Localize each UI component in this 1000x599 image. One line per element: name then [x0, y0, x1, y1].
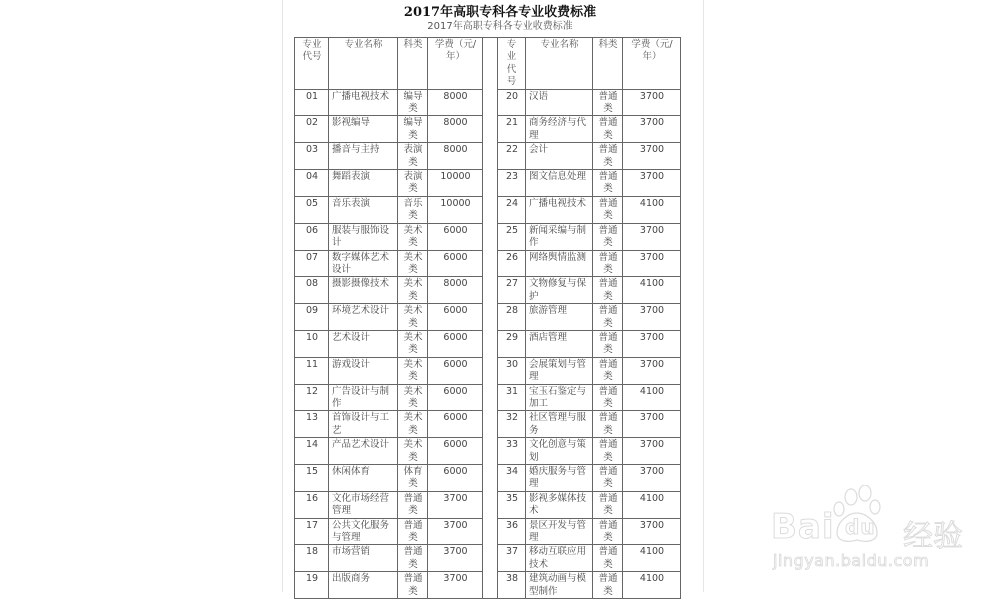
table-row — [295, 116, 681, 143]
spacer-cell — [483, 545, 498, 572]
major-category: 普通类 — [398, 491, 428, 518]
major-category: 普通类 — [593, 411, 623, 438]
spacer-cell — [483, 196, 498, 223]
major-name: 环境艺术设计 — [329, 304, 398, 331]
tuition-fee: 6000 — [428, 411, 483, 438]
major-name: 影视编导 — [329, 116, 398, 143]
tuition-fee: 3700 — [623, 438, 681, 465]
spacer-cell — [483, 411, 498, 438]
major-category: 普通类 — [593, 277, 623, 304]
major-category: 普通类 — [593, 116, 623, 143]
spacer-cell — [483, 384, 498, 411]
major-category: 普通类 — [593, 304, 623, 331]
major-code: 03 — [295, 143, 329, 170]
major-name: 休闲体育 — [329, 465, 398, 492]
table-row — [295, 330, 681, 357]
tuition-fee: 6000 — [428, 438, 483, 465]
table-row — [295, 250, 681, 277]
major-code: 14 — [295, 438, 329, 465]
major-code: 37 — [498, 545, 526, 572]
tuition-fee: 3700 — [428, 545, 483, 572]
watermark-url: jingyan.baidu.com — [773, 551, 930, 570]
major-category: 美术类 — [398, 384, 428, 411]
spacer-cell — [483, 250, 498, 277]
spacer-cell — [483, 116, 498, 143]
tuition-fee: 4100 — [623, 277, 681, 304]
major-category: 普通类 — [593, 491, 623, 518]
tuition-fee: 10000 — [428, 170, 483, 197]
major-code: 27 — [498, 277, 526, 304]
header-category-right: 科类 — [593, 38, 623, 90]
major-category: 普通类 — [398, 545, 428, 572]
major-code: 31 — [498, 384, 526, 411]
major-code: 10 — [295, 330, 329, 357]
major-name: 公共文化服务与管理 — [329, 518, 398, 545]
major-category: 美术类 — [398, 330, 428, 357]
tuition-fee: 3700 — [623, 304, 681, 331]
major-category: 美术类 — [398, 411, 428, 438]
major-code: 12 — [295, 384, 329, 411]
fee-table — [294, 37, 681, 599]
tuition-fee: 6000 — [428, 384, 483, 411]
table-row — [295, 170, 681, 197]
major-category: 体育类 — [398, 465, 428, 492]
table-row — [295, 304, 681, 331]
major-name: 出版商务 — [329, 572, 398, 599]
major-code: 29 — [498, 330, 526, 357]
tuition-fee: 4100 — [623, 384, 681, 411]
spacer-cell — [483, 304, 498, 331]
header-fee-right: 学费（元/年） — [623, 38, 681, 90]
table-row — [295, 384, 681, 411]
tuition-fee: 8000 — [428, 116, 483, 143]
tuition-fee: 4100 — [623, 545, 681, 572]
major-code: 04 — [295, 170, 329, 197]
tuition-fee: 3700 — [623, 465, 681, 492]
table-row — [295, 518, 681, 545]
table-row — [295, 143, 681, 170]
major-category: 普通类 — [593, 330, 623, 357]
major-code: 30 — [498, 357, 526, 384]
major-category: 普通类 — [593, 89, 623, 116]
major-category: 普通类 — [398, 572, 428, 599]
table-row — [295, 572, 681, 599]
header-name-left: 专业名称 — [329, 38, 398, 90]
major-name: 文化创意与策划 — [526, 438, 593, 465]
major-code: 26 — [498, 250, 526, 277]
major-name: 图文信息处理 — [526, 170, 593, 197]
major-code: 07 — [295, 250, 329, 277]
major-category: 普通类 — [593, 250, 623, 277]
major-code: 34 — [498, 465, 526, 492]
spacer-cell — [483, 518, 498, 545]
major-category: 普通类 — [593, 384, 623, 411]
table-row — [295, 411, 681, 438]
major-name: 汉语 — [526, 89, 593, 116]
tuition-fee: 3700 — [623, 250, 681, 277]
major-name: 广播电视技术 — [526, 196, 593, 223]
major-category: 普通类 — [593, 357, 623, 384]
tuition-fee: 3700 — [623, 89, 681, 116]
tuition-fee: 3700 — [623, 411, 681, 438]
major-category: 普通类 — [593, 465, 623, 492]
major-name: 文化市场经营管理 — [329, 491, 398, 518]
major-name: 播音与主持 — [329, 143, 398, 170]
spacer-cell — [483, 465, 498, 492]
tuition-fee: 8000 — [428, 143, 483, 170]
major-name: 数字媒体艺术设计 — [329, 250, 398, 277]
table-header-row — [295, 38, 681, 90]
tuition-fee: 6000 — [428, 357, 483, 384]
major-category: 普通类 — [593, 196, 623, 223]
major-name: 建筑动画与模型制作 — [526, 572, 593, 599]
major-name: 会展策划与管理 — [526, 357, 593, 384]
major-name: 商务经济与代理 — [526, 116, 593, 143]
major-name: 文物修复与保护 — [526, 277, 593, 304]
major-category: 美术类 — [398, 277, 428, 304]
header-code-left: 专业代号 — [295, 38, 329, 90]
major-code: 16 — [295, 491, 329, 518]
header-code-right: 专业代号 — [498, 38, 526, 90]
major-name: 酒店管理 — [526, 330, 593, 357]
spacer-cell — [483, 223, 498, 250]
table-row — [295, 491, 681, 518]
tuition-fee: 3700 — [428, 491, 483, 518]
major-name: 首饰设计与工艺 — [329, 411, 398, 438]
major-name: 舞蹈表演 — [329, 170, 398, 197]
major-category: 美术类 — [398, 357, 428, 384]
major-code: 22 — [498, 143, 526, 170]
major-name: 影视多媒体技术 — [526, 491, 593, 518]
major-category: 美术类 — [398, 250, 428, 277]
major-code: 15 — [295, 465, 329, 492]
tuition-fee: 3700 — [623, 518, 681, 545]
header-spacer — [483, 38, 498, 90]
document-subtitle: 2017年高职专科各专业收费标准 — [427, 21, 573, 32]
major-category: 表演类 — [398, 170, 428, 197]
tuition-fee: 8000 — [428, 89, 483, 116]
document-title: 2017年高职专科各专业收费标准 — [403, 5, 597, 20]
header-fee-left: 学费（元/年） — [428, 38, 483, 90]
major-code: 21 — [498, 116, 526, 143]
major-name: 广告设计与制作 — [329, 384, 398, 411]
table-row — [295, 223, 681, 250]
major-code: 13 — [295, 411, 329, 438]
major-code: 06 — [295, 223, 329, 250]
major-name: 移动互联应用技术 — [526, 545, 593, 572]
major-code: 17 — [295, 518, 329, 545]
tuition-fee: 4100 — [623, 196, 681, 223]
tuition-fee: 3700 — [623, 116, 681, 143]
major-name: 婚庆服务与管理 — [526, 465, 593, 492]
watermark-brand-cn: 经验 — [903, 519, 963, 554]
major-code: 02 — [295, 116, 329, 143]
tuition-fee: 4100 — [623, 572, 681, 599]
watermark-brand: Bai — [771, 507, 835, 547]
spacer-cell — [483, 330, 498, 357]
major-name: 摄影摄像技术 — [329, 277, 398, 304]
tuition-fee: 3700 — [623, 170, 681, 197]
major-code: 20 — [498, 89, 526, 116]
major-category: 美术类 — [398, 438, 428, 465]
major-name: 游戏设计 — [329, 357, 398, 384]
major-name: 服装与服饰设计 — [329, 223, 398, 250]
major-category: 普通类 — [593, 438, 623, 465]
major-code: 24 — [498, 196, 526, 223]
major-code: 18 — [295, 545, 329, 572]
header-name-right: 专业名称 — [526, 38, 593, 90]
major-category: 编导类 — [398, 89, 428, 116]
major-category: 音乐类 — [398, 196, 428, 223]
major-category: 普通类 — [398, 518, 428, 545]
major-name: 艺术设计 — [329, 330, 398, 357]
major-code: 28 — [498, 304, 526, 331]
tuition-fee: 6000 — [428, 250, 483, 277]
major-name: 社区管理与服务 — [526, 411, 593, 438]
major-code: 25 — [498, 223, 526, 250]
watermark-brand-mark: du — [845, 515, 876, 539]
major-name: 网络舆情监测 — [526, 250, 593, 277]
major-code: 09 — [295, 304, 329, 331]
major-code: 01 — [295, 89, 329, 116]
table-row — [295, 89, 681, 116]
spacer-cell — [483, 143, 498, 170]
major-category: 美术类 — [398, 304, 428, 331]
tuition-fee: 4100 — [623, 491, 681, 518]
table-row — [295, 357, 681, 384]
table-row — [295, 438, 681, 465]
major-code: 33 — [498, 438, 526, 465]
tuition-fee: 3700 — [623, 223, 681, 250]
major-code: 11 — [295, 357, 329, 384]
spacer-cell — [483, 170, 498, 197]
major-name: 产品艺术设计 — [329, 438, 398, 465]
spacer-cell — [483, 491, 498, 518]
major-category: 普通类 — [593, 170, 623, 197]
table-row — [295, 277, 681, 304]
major-name: 宝玉石鉴定与加工 — [526, 384, 593, 411]
tuition-fee: 3700 — [623, 357, 681, 384]
tuition-fee: 3700 — [623, 143, 681, 170]
tuition-fee: 10000 — [428, 196, 483, 223]
major-category: 普通类 — [593, 572, 623, 599]
spacer-cell — [483, 572, 498, 599]
major-category: 美术类 — [398, 223, 428, 250]
spacer-cell — [483, 277, 498, 304]
major-code: 08 — [295, 277, 329, 304]
tuition-fee: 6000 — [428, 330, 483, 357]
major-code: 35 — [498, 491, 526, 518]
header-category-left: 科类 — [398, 38, 428, 90]
major-category: 普通类 — [593, 143, 623, 170]
spacer-cell — [483, 89, 498, 116]
spacer-cell — [483, 438, 498, 465]
major-name: 旅游管理 — [526, 304, 593, 331]
baidu-jingyan-watermark — [763, 485, 1000, 595]
tuition-fee: 6000 — [428, 304, 483, 331]
major-name: 景区开发与管理 — [526, 518, 593, 545]
major-code: 38 — [498, 572, 526, 599]
major-category: 普通类 — [593, 545, 623, 572]
major-category: 普通类 — [593, 518, 623, 545]
major-name: 市场营销 — [329, 545, 398, 572]
major-name: 广播电视技术 — [329, 89, 398, 116]
major-category: 表演类 — [398, 143, 428, 170]
major-code: 19 — [295, 572, 329, 599]
major-category: 普通类 — [593, 223, 623, 250]
major-code: 32 — [498, 411, 526, 438]
table-row — [295, 545, 681, 572]
major-name: 会计 — [526, 143, 593, 170]
tuition-fee: 6000 — [428, 465, 483, 492]
tuition-fee: 6000 — [428, 223, 483, 250]
table-row — [295, 465, 681, 492]
major-code: 05 — [295, 196, 329, 223]
spacer-cell — [483, 357, 498, 384]
major-name: 音乐表演 — [329, 196, 398, 223]
major-category: 编导类 — [398, 116, 428, 143]
tuition-fee: 8000 — [428, 277, 483, 304]
major-code: 36 — [498, 518, 526, 545]
tuition-fee: 3700 — [428, 518, 483, 545]
table-row — [295, 196, 681, 223]
major-name: 新闻采编与制作 — [526, 223, 593, 250]
tuition-fee: 3700 — [623, 330, 681, 357]
major-code: 23 — [498, 170, 526, 197]
tuition-fee: 3700 — [428, 572, 483, 599]
